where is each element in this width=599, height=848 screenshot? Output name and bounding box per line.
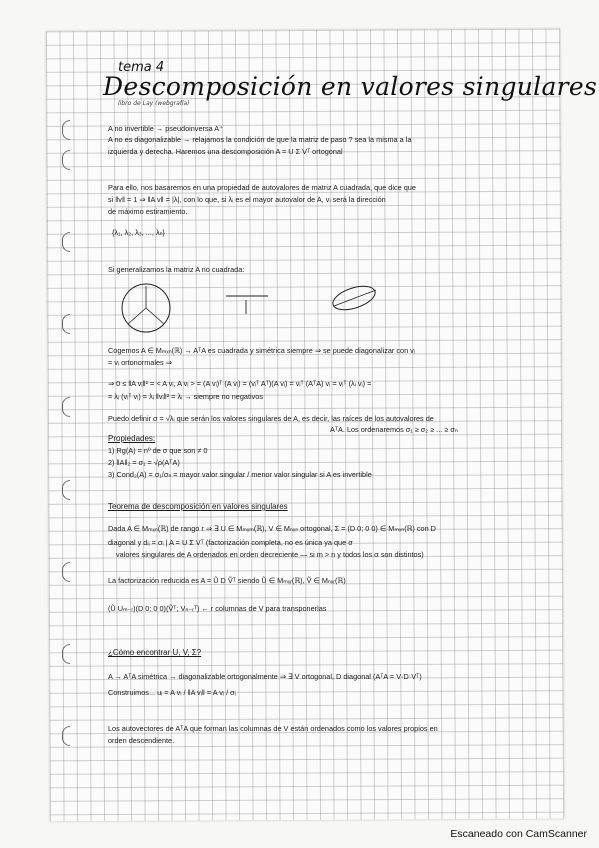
note-line: 3) Cond₂(A) = σ₁/σₙ = mayor valor singular / menor valor singular si A es invertible [108, 470, 372, 479]
binder-hole [62, 726, 70, 746]
note-line: valores singulares de A ordenados en orden decreciente — si m > n y todos los σ son distintos) [116, 550, 424, 559]
binder-hole [62, 120, 70, 140]
scanner-watermark: Escaneado con CamScanner [450, 828, 587, 840]
note-line: 1) Rg(A) = nº de σ que son ≠ 0 [108, 446, 208, 455]
note-line: de máximo estiramiento. [108, 207, 188, 216]
note-line: = λᵢ (vᵢᵀ vᵢ) = λᵢ ‖vᵢ‖² = λᵢ → siempre no negativos [108, 392, 263, 401]
note-line: ⇒ 0 ≤ ‖A vᵢ‖² = < A vᵢ, A vᵢ > = (A vᵢ)ᵀ (A vᵢ) = (vᵢᵀ Aᵀ)(A vᵢ) = vᵢᵀ (AᵀA) vᵢ = vᵢᵀ (λᵢ vᵢ) = [108, 379, 372, 388]
note-line: Puedo definir σ = √λᵢ que serán los valores singulares de A, es decir, las raíces de los autovalores de [108, 414, 434, 423]
note-line: = vᵢ ortonormales ⇒ [108, 358, 172, 367]
note-line: orden descendiente. [108, 736, 175, 745]
note-line: Cogemos A ∈ Mₘₓₙ(ℝ) → AᵀA es cuadrada y simétrica siempre ⇒ se puede diagonalizar con vᵢ [108, 346, 415, 355]
binder-hole [62, 562, 70, 582]
page-title: Descomposición en valores singulares [103, 72, 598, 101]
binder-hole [62, 150, 70, 170]
section-heading: Teorema de descomposición en valores singulares [108, 502, 288, 511]
reference-note: libro de Lay (webgrafía) [118, 100, 190, 107]
note-line: A → AᵀA simétrica → diagonalizable ortogonalmente ⇒ ∃ V ortogonal, D diagonal (AᵀA = V·D·Vᵀ) [108, 672, 422, 681]
note-line: izquierda y derecha. Haremos una descomposición A = U Σ Vᵀ ortogonal [108, 147, 343, 156]
note-line: 2) ‖A‖₂ = σ₁ = √ρ(AᵀA) [108, 458, 180, 467]
note-line: Dada A ∈ Mₘₓₙ(ℝ) de rango r ⇒ ∃ U ∈ Mₘₓₘ(ℝ), V ∈ Mₙₓₙ ortogonal, Σ = (D 0; 0 0) ∈ Mₘₓₙ(ℝ) con D [108, 524, 436, 533]
section-heading: Propiedades: [108, 434, 156, 443]
note-line: Si generalizamos la matriz A no cuadrada: [108, 265, 245, 274]
note-line: A no es diagonalizable → relajamos la condición de que la matriz de paso ? sea la misma a la [108, 135, 412, 144]
note-line: La factorización reducida es A = Ũ D Ṽᵀ siendo Ũ ∈ Mₘₓᵣ(ℝ), Ṽ ∈ Mₙₓᵣ(ℝ) [108, 576, 346, 585]
note-line: {λ₁, λ₂, λ₃, ..., λₙ} [112, 228, 165, 237]
note-line: Para ello, nos basaremos en una propiedad de autovalores de matriz A cuadrada, que dice que [108, 183, 416, 192]
binder-hole [62, 644, 70, 664]
section-heading: ¿Cómo encontrar U, V, Σ? [108, 648, 202, 657]
binder-hole [62, 397, 70, 417]
note-line: AᵀA. Los ordenaremos σ₁ ≥ σ₂ ≥ ... ≥ σₙ [330, 425, 458, 434]
topic-label: tema 4 [118, 60, 165, 75]
note-line: (Ũ Uₘ₋ᵣ)(D 0; 0 0)(Ṽᵀ; Vₙ₋ᵣᵀ) ← r columnas de V para transponerlas [108, 604, 327, 613]
note-line: A no invertible → pseudoinversa A⁺ [108, 124, 223, 133]
note-line: Construimos... uᵢ = A vᵢ / ‖A vᵢ‖ = A vᵢ / σᵢ [108, 688, 236, 697]
note-line: Los autovectores de AᵀA que forman las columnas de V están ordenados como los valores propios en [108, 724, 438, 733]
note-line: diagonal y dᵢᵢ = σᵢ | A = U Σ Vᵀ (factorización completa, no es única ya que σ [108, 538, 353, 547]
ellipse-diagram [118, 280, 418, 340]
binder-hole [62, 480, 70, 500]
binder-hole [62, 314, 70, 334]
note-line: si ‖v‖ = 1 ⇒ ‖A v‖ = |λ|, con lo que, si λᵢ es el mayor autovalor de A, vᵢ será la dirección [108, 195, 386, 204]
binder-hole [62, 232, 70, 252]
